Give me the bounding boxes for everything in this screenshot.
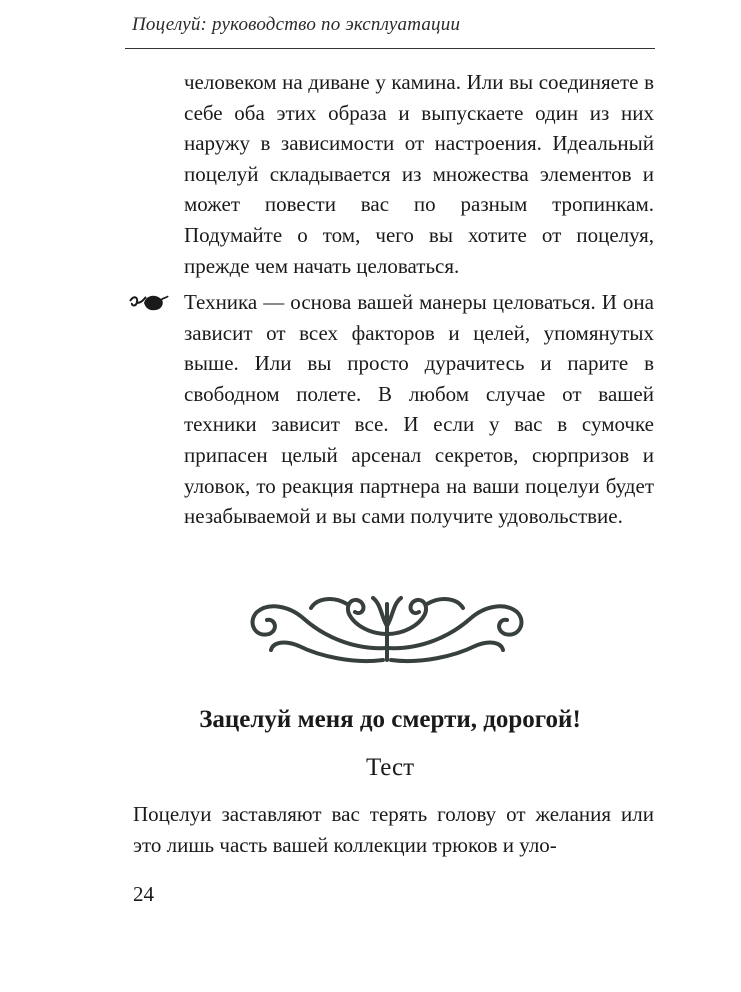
section-heading: Зацелуй меня до смерти, дорогой! xyxy=(199,706,581,733)
flourish-ornament-icon xyxy=(243,590,531,670)
leaf-vine-bullet-icon xyxy=(128,291,170,315)
body-paragraph-2: Техника — основа вашей манеры целоваться. И она зависит от всех факторов и целей, упомянутых выше. Или вы просто дурачитесь и парите в свободном полете. В любом случае от вашей техники зависит все. И если у вас в сумочке припасен целый арсенал секретов, сюрпризов и уловок, то реакция партнера на ваши поцелуи будет незабываемой и вы сами получите удовольствие. xyxy=(184,290,654,529)
body-paragraph-1: человеком на диване у камина. Или вы соединяете в себе оба этих образа и выпускаете один из них наружу в зависимости от настроения. Идеальный поцелуй складывается из множества элементов и может повести вас по разным тропинкам. Подумайте о том, чего вы хотите от поцелуя, прежде чем начать целоваться. xyxy=(184,70,654,278)
page-number: 24 xyxy=(133,882,154,906)
running-header: Поцелуй: руководство по эксплуатации xyxy=(132,14,461,35)
section-subheading: Тест xyxy=(365,754,415,781)
header-rule xyxy=(125,48,655,49)
body-paragraph-3: Поцелуи заставляют вас терять голову от желания или это лишь часть вашей коллекции трюков и уло- xyxy=(133,802,654,857)
